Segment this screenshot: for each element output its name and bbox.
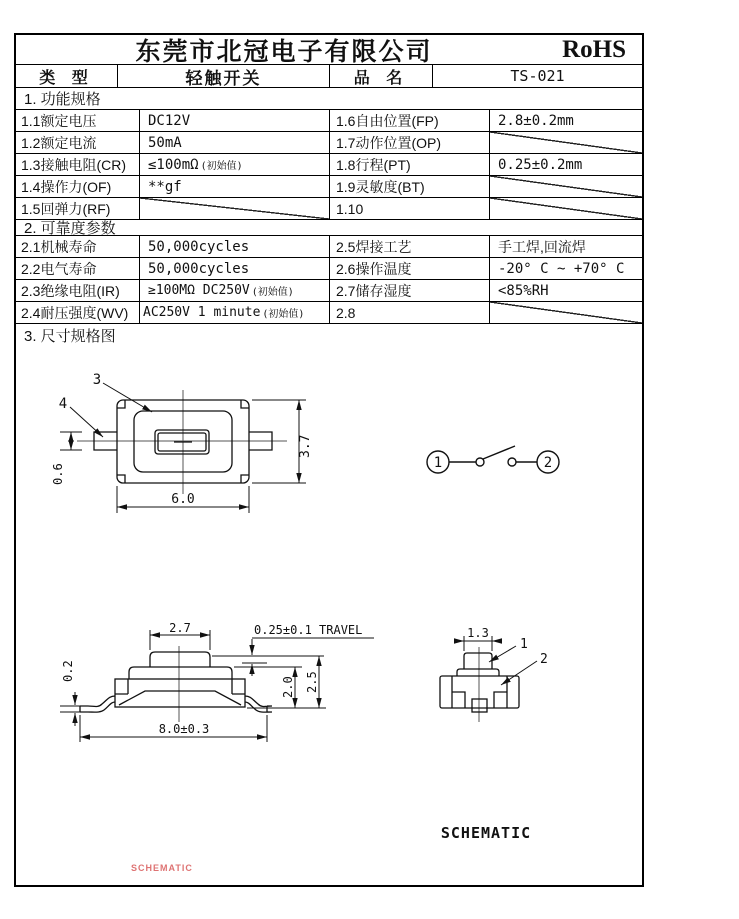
spec-label: 1.5回弹力(RF) [21,200,111,217]
part-callout-4: 4 [58,396,68,412]
dim-body-width: 6.0 [171,492,195,507]
gullwing-lead-left [80,696,115,712]
part-callout-1: 1 [520,637,528,652]
spec-value-na [489,198,642,219]
dim-travel: 0.25±0.1 TRAVEL [254,623,363,637]
switch-arm [483,446,515,459]
rohs-badge: RoHS [562,35,626,63]
dim-total-height: 2.5 [305,671,319,693]
value-text: DC12V [148,112,191,129]
spec-label: 2.7储存湿度 [329,280,489,301]
spec-row [16,132,642,154]
spec-value [139,154,329,175]
schematic-drawing [417,437,567,487]
type-row [16,65,642,88]
gullwing-lead-right [245,696,272,712]
spec-label: 2.3绝缘电阻(IR) [21,282,120,299]
part-number: TS-021 [432,65,642,87]
inner-step-right [494,692,507,708]
cap-base [457,669,499,676]
value-text: ≤100mΩ [148,156,199,173]
corner-notch [117,400,125,408]
top-view-drawing [46,363,326,523]
value-text: <85%RH [498,282,549,299]
spec-value [139,132,329,153]
value-text: **gf [148,178,182,195]
section2-title: 2. 可靠度参数 [16,220,642,236]
spec-row [16,280,642,302]
body-notch-left [115,679,128,694]
company-title: 东莞市北冠电子有限公司 [135,37,433,66]
spec-value [489,258,642,279]
corner-notch [117,475,125,483]
dimension-lines [60,630,374,742]
spec-label: 1.6自由位置(FP) [329,110,489,131]
header-row [16,35,642,65]
section1-title: 1. 功能规格 [16,88,642,110]
spec-value [139,236,329,257]
part-name-label: 品 名 [329,65,432,87]
body-notch-right [232,679,245,694]
spec-value [139,176,329,197]
spec-value [139,258,329,279]
spec-row [16,258,642,280]
cap-base [129,667,232,679]
end-view-drawing [436,620,551,740]
switch-body [115,679,245,707]
body-inner-line [119,691,241,705]
spec-value [489,154,642,175]
spec-value [489,280,642,301]
value-text: 50mA [148,134,182,151]
spec-row [16,176,642,198]
spec-value-na [139,198,329,219]
spec-label: 1.1额定电压 [21,112,97,129]
value-text: 2.8±0.2mm [498,112,574,129]
spec-label: 2.2电气寿命 [21,260,97,277]
spec-value-na [489,132,642,153]
pin1-number: 1 [433,455,443,471]
spec-row [16,236,642,258]
spec-label: 1.8行程(PT) [329,154,489,175]
spec-row [16,110,642,132]
value-text: 50,000cycles [148,238,250,255]
spec-value-na [489,176,642,197]
dim-cap-width: 1.3 [467,626,489,640]
plunger-cap [150,652,210,667]
spec-label: 2.5焊接工艺 [329,236,489,257]
value-text: ≥100MΩ DC250V [148,283,250,298]
value-text: 50,000cycles [148,260,250,277]
dim-body-height: 2.0 [281,676,295,698]
spec-value [139,110,329,131]
datasheet-document [14,33,644,887]
value-text: -20° C ~ +70° C [498,260,625,277]
spec-label: 1.9灵敏度(BT) [329,176,489,197]
part-callout-3: 3 [92,372,102,388]
spec-value [139,280,329,301]
spec-value [139,302,329,323]
plunger-cap [464,653,492,669]
corner-notch [241,400,249,408]
dim-cap-width: 2.7 [169,621,191,635]
spec-value [489,110,642,131]
spec-row [16,302,642,324]
dim-lead-thickness: 0.2 [61,660,75,682]
spec-value-na [489,302,642,323]
type-label: 类 型 [39,69,94,87]
value-note: (初始值) [262,309,305,320]
contact-left [476,458,484,466]
spec-label: 1.2额定电流 [21,134,97,151]
dim-lead-offset: 0.6 [51,463,65,485]
type-value: 轻触开关 [117,65,329,87]
part-callout-2: 2 [540,652,548,667]
spec-label: 2.4耐压强度(WV) [21,304,129,321]
dim-body-height: 3.7 [298,434,313,458]
inner-step-left [452,692,465,708]
spec-label: 1.7动作位置(OP) [329,132,489,153]
section3-title: 3. 尺寸规格图 [24,328,116,345]
side-view-drawing [56,620,386,750]
value-text: 0.25±0.2mm [498,156,583,173]
value-note: (初始值) [251,287,294,298]
value-note: (初始值) [200,161,243,172]
value-text: AC250V 1 minute [143,305,261,320]
schematic-watermark: SCHEMATIC [131,863,193,873]
spec-label: 2.6操作温度 [329,258,489,279]
spec-label: 1.10 [329,198,489,219]
dimension-drawings [16,347,642,885]
spec-value: 手工焊,回流焊 [489,236,642,257]
spec-label: 1.4操作力(OF) [21,178,112,195]
spec-row [16,154,642,176]
contact-right [508,458,516,466]
spec-label: 2.1机械寿命 [21,238,97,255]
schematic-caption: SCHEMATIC [440,824,532,842]
dim-total-width: 8.0±0.3 [158,722,210,736]
spec-label: 1.3接触电阻(CR) [21,156,127,173]
spec-label: 2.8 [329,302,489,323]
pin2-number: 2 [543,455,553,471]
corner-notch [241,475,249,483]
